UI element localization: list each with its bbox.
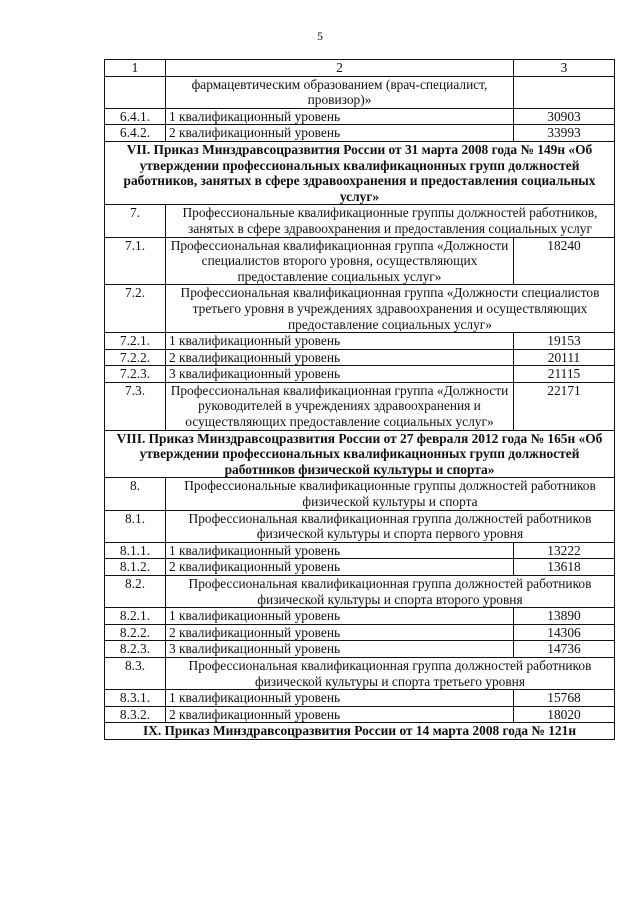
row-code: 8.3.2. [105,706,166,723]
row-name: 1 квалификационный уровень [166,608,514,625]
row-code: 7.3. [105,382,166,430]
row-code: 8.3.1. [105,690,166,707]
group-row [105,510,615,542]
row-code: 7.2.2. [105,349,166,366]
salary-table [104,59,615,740]
section-heading-row [105,723,615,740]
row-name: Профессиональная квалификационная группа «Должности специалистов второго уровня, осуществляющих предоставление социальных услуг» [166,237,514,285]
row-value: 13618 [514,559,615,576]
section-heading-row [105,141,615,204]
group-row [105,237,615,285]
row-code: 8.1.1. [105,542,166,559]
row-value: 30903 [514,108,615,125]
row-value [514,76,615,108]
row-code: 8. [105,478,166,510]
table-body [105,60,615,740]
header-col-3: 3 [514,60,615,77]
table-row [105,349,615,366]
row-name: 2 квалификационный уровень [166,624,514,641]
row-name: 1 квалификационный уровень [166,542,514,559]
row-code: 8.2.2. [105,624,166,641]
header-col-2: 2 [166,60,514,77]
row-value: 33993 [514,125,615,142]
group-row [105,205,615,237]
section-heading: IX. Приказ Минздравсоцразвития России от 14 марта 2008 года № 121н [105,723,615,740]
row-name: Профессиональная квалификационная группа должностей работников физической культуры и спорта третьего уровня [166,657,615,689]
row-code: 7.2. [105,285,166,333]
row-name: Профессиональные квалификационные группы должностей работников физической культуры и спорта [166,478,615,510]
section-heading: VII. Приказ Минздравсоцразвития России от 31 марта 2008 года № 149н «Об утверждении профессиональных квалификационных групп должностей работников, занятых в сфере здравоохранения и предоставления социальных услуг» [105,141,615,204]
row-value: 15768 [514,690,615,707]
row-code [105,76,166,108]
row-name: 2 квалификационный уровень [166,125,514,142]
continuation-row [105,76,615,108]
header-col-1: 1 [105,60,166,77]
row-name: Профессиональная квалификационная группа «Должности руководителей в учреждениях здравоохранения и осуществляющих предоставление социальных услуг» [166,382,514,430]
row-value: 22171 [514,382,615,430]
group-row [105,657,615,689]
row-value: 21115 [514,366,615,383]
group-row [105,285,615,333]
table-row [105,333,615,350]
row-value: 20111 [514,349,615,366]
page-number: 5 [317,29,323,43]
row-code: 6.4.2. [105,125,166,142]
row-code: 8.2. [105,576,166,608]
table-header-row [105,60,615,77]
section-heading-row [105,430,615,478]
table-row [105,366,615,383]
row-name: 2 квалификационный уровень [166,349,514,366]
row-value: 14736 [514,641,615,658]
row-code: 7. [105,205,166,237]
table-row [105,559,615,576]
row-code: 7.1. [105,237,166,285]
row-value: 18240 [514,237,615,285]
row-name: 3 квалификационный уровень [166,641,514,658]
row-name: Профессиональная квалификационная группа «Должности специалистов третьего уровня в учреждениях здравоохранения и осуществляющих предоставление социальных услуг» [166,285,615,333]
row-code: 8.1.2. [105,559,166,576]
row-code: 7.2.1. [105,333,166,350]
table-row [105,542,615,559]
row-code: 6.4.1. [105,108,166,125]
row-name: 2 квалификационный уровень [166,559,514,576]
group-row [105,382,615,430]
row-code: 8.3. [105,657,166,689]
row-name: Профессиональные квалификационные группы должностей работников, занятых в сфере здравоохранения и предоставления социальных услуг [166,205,615,237]
row-name: 3 квалификационный уровень [166,366,514,383]
row-code: 8.2.1. [105,608,166,625]
table-row [105,641,615,658]
row-code: 8.2.3. [105,641,166,658]
table-row [105,108,615,125]
table-row [105,706,615,723]
table-row [105,608,615,625]
row-code: 7.2.3. [105,366,166,383]
row-name: 1 квалификационный уровень [166,690,514,707]
row-name: Профессиональная квалификационная группа должностей работников физической культуры и спорта второго уровня [166,576,615,608]
group-row [105,478,615,510]
table-row [105,125,615,142]
section-heading: VIII. Приказ Минздравсоцразвития России от 27 февраля 2012 года № 165н «Об утверждении профессиональных квалификационных групп должностей работников физической культуры и спорта» [105,430,615,478]
group-row [105,576,615,608]
row-name: Профессиональная квалификационная группа должностей работников физической культуры и спорта первого уровня [166,510,615,542]
row-value: 19153 [514,333,615,350]
row-name: фармацевтическим образованием (врач-специалист, провизор)» [166,76,514,108]
row-name: 1 квалификационный уровень [166,333,514,350]
row-value: 13890 [514,608,615,625]
row-value: 14306 [514,624,615,641]
row-code: 8.1. [105,510,166,542]
row-value: 13222 [514,542,615,559]
row-value: 18020 [514,706,615,723]
table-row [105,690,615,707]
table-row [105,624,615,641]
row-name: 1 квалификационный уровень [166,108,514,125]
row-name: 2 квалификационный уровень [166,706,514,723]
